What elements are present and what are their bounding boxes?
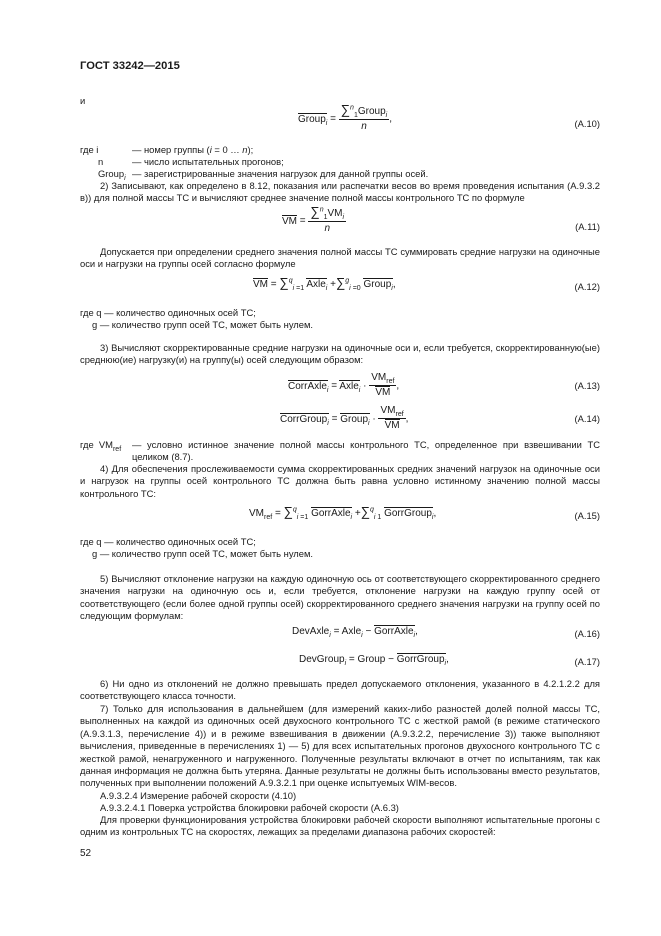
eq-label-a11: (А.11) bbox=[575, 221, 600, 232]
where1-group: Group$_i$ bbox=[98, 168, 126, 182]
eq-label-a16: (А.16) bbox=[574, 628, 600, 639]
page-number: 52 bbox=[80, 848, 92, 859]
where4-q: где q — количество одиночных осей ТС; bbox=[80, 536, 256, 547]
formula-a15: $VM_{ref} = \sum^q_{i =1}$ GorrAxle$_i$ +∑$^q_{i 1}$ GorrGroup$_i$, bbox=[249, 504, 437, 521]
text-and: и bbox=[80, 95, 86, 106]
eq-label-a13: (А.13) bbox=[574, 380, 600, 391]
where1-n: n bbox=[98, 156, 104, 167]
where4-g: g — количество групп осей ТС, может быть нулем. bbox=[92, 548, 314, 559]
paragraph-allow: Допускается при определении среднего значения полной массы ТС суммировать средние нагрузки на одиночные оси и нагрузки на группы осей согласно формуле bbox=[80, 246, 600, 270]
where1-i: где i bbox=[80, 144, 99, 155]
formula-a16: DevAxle$_i$ = Axle$_i$ − GorrAxle$_i$, bbox=[292, 626, 418, 639]
where2-g: g — количество групп осей ТС, может быть нулем. bbox=[92, 319, 314, 330]
heading-a9324: А.9.3.2.4 Измерение рабочей скорости (4.10) bbox=[100, 790, 297, 801]
paragraph-3: 3) Вычисляют скорректированные средние нагрузки на одиночные оси и, если требуется, скорректированную(ые) среднюю(ие) нагрузку(и) на группу(ы) осей следующим образом: bbox=[80, 342, 600, 366]
eq-label-a10: (А.10) bbox=[574, 118, 600, 129]
paragraph-last: Для проверки функционирования устройства блокировки рабочей скорости выполняют испытательные прогоны с одним из контрольных ТС на скоростях, лежащих за пределами диапазона рабочих скоростей: bbox=[80, 814, 600, 838]
formula-a10: Group$_i$ = $\frac{\sum^n_1Group_i}{n}$ , bbox=[298, 102, 392, 133]
paragraph-2: 2) Записывают, как определено в 8.12, показания или распечатки весов во время проведения испытания (А.9.3.2 в)) для полной массы ТС и вычисляют среднее значение полной массы контрольного ТС по формуле bbox=[80, 180, 600, 204]
eq-label-a15: (А.15) bbox=[574, 510, 600, 521]
eq-label-a14: (А.14) bbox=[574, 413, 600, 424]
formula-a14: CorrGroup$_i$ = Group$_i$ · $\frac{VM_{ref}}{VM}$ , bbox=[280, 405, 409, 432]
paragraph-4: 4) Для обеспечения прослеживаемости сумма скорректированных средних значений нагрузок на одиночные оси и нагрузок на группы осей контрольного ТС должна быть равна условно истинному значению полной массы контрольного ТС: bbox=[80, 463, 600, 499]
paragraph-5: 5) Вычисляют отклонение нагрузки на каждую одиночную ось от соответствующего скорректированного среднего значения нагрузки на одиночную ось и, если требуется, отклонение нагрузки на каждую группу осей от соответствующего (если более одной группы осей) скорректированного среднего значения нагрузки на группу осей по следующим формулам: bbox=[80, 573, 600, 622]
eq-label-a12: (А.12) bbox=[574, 281, 600, 292]
page-header: ГОСТ 33242—2015 bbox=[80, 60, 180, 72]
paragraph-7: 7) Только для использования в дальнейшем (для измерений каких-либо разностей долей полной массы ТС, выполненных на каждой из одиночных осей двухосного контрольного ТС с жесткой рамой (в режиме статического (А.9.3.1.3, перечисление 4)) и в режиме взвешивания в движении (А.9.3.2.2, перечисление 3)) также выполняют вычисления, приведенные в перечислениях 1) — 5) для всех испытательных прогонов двухосного контрольного ТС с жесткой рамой, ненагруженного и нагруженного. Полученные результаты включают в отчет по испытаниям, так как данная информация не должна быть утеряна. Данные результаты не должны быть использованы вместо результатов, полученных при выполнении положений А.9.3.2.1 при оценке испытуемых WIM-весов. bbox=[80, 703, 600, 789]
formula-a13: CorrAxle$_i$ = Axle$_i$ · $\frac{VM_{ref}}{VM}$ , bbox=[288, 372, 400, 399]
where3-vmref: где $VM_{ref}$ bbox=[80, 439, 122, 453]
paragraph-6: 6) Ни одно из отклонений не должно превышать предел допускаемого отклонения, указанного в 4.2.1.2.2 для соответствующего класса точности. bbox=[80, 678, 600, 702]
heading-a93241: А.9.3.2.4.1 Поверка устройства блокировки рабочей скорости (А.6.3) bbox=[100, 802, 399, 813]
formula-a12: VM = ∑$^q_{i =1}$ Axle$_i$ +∑$^g_{i =0}$ Group$_i$, bbox=[253, 275, 396, 292]
where2-q: где q — количество одиночных осей ТС; bbox=[80, 307, 256, 318]
document-page: ГОСТ 33242—2015 и Group$_i$ = $\frac{\sum^n_1Group_i}{n}$ , (А.10) где i — номер группы (i = 0 … n); n — число испытательных прогонов; Group$_i$ — зарегистрированные значения нагрузок для данной группы осей. 2) Записывают, как определено в 8.12, показания или распечатки весов во время проведения испытания (А.9.3.2 в)) для полной массы ТС и вычисляют среднее значение полной массы контрольного ТС по формуле VM = $\frac{\sum^n_1VM_i}{n}$ (А.11) Допускается при определении среднего значения полной массы ТС суммировать средние нагрузки на одиночные оси и нагрузки на группы осей согласно формуле VM = ∑$^q_{i =1}$ Axle$_i$ +∑$^g_{i =0}$ Group$_i$, (А.12) где q — количество одиночных осей ТС; g — количество групп осей ТС, может быть нулем. 3) Вычисляют скорректированные средние нагрузки на одиночные оси и, если требуется, скорректированную(ые) среднюю(ие) нагрузку(и) на группу(ы) осей следующим образом: CorrAxle$_i$ = Axle$_i$ · $\frac{VM_{ref}}{VM}$ , (А.13) CorrGroup$_i$ = Group$_i$ · $\frac{VM_{ref}}{VM}$ , (А.14) где $VM_{ref}$ — условно истинное значение полной массы контрольного ТС, определенное при взвешивании ТС целиком (8.7). 4) Для обеспечения прослеживаемости сумма скорректированных средних значений нагрузок на одиночные оси и нагрузок на группы осей контрольного ТС должна быть равна условно истинному значению полной массы контрольного ТС: $VM_{ref} = \sum^q_{i =1}$ GorrAxle$_i$ +∑$^q_{i 1}$ GorrGroup$_i$, (А.15) где q — количество одиночных осей ТС; g — количество групп осей ТС, может быть нулем. 5) Вычисляют отклонение нагрузки на каждую одиночную ось от соответствующего скорректированного среднего значения нагрузки на одиночную ось и, если требуется, отклонение нагрузки на каждую группу осей от соответствующего (если более одной группы осей) скорректированного среднего значения нагрузки на группу осей по следующим формулам: DevAxle$_i$ = Axle$_i$ − GorrAxle$_i$, (А.16) DevGroup$_i$ = Group − GorrGroup$_i$, (А.17) 6) Ни одно из отклонений не должно превышать предел допускаемого отклонения, указанного в 4.2.1.2.2 для соответствующего класса точности. 7) Только для использования в дальнейшем (для измерений каких-либо разностей долей полной массы ТС, выполненных на каждой из одиночных осей двухосного контрольного ТС с жесткой рамой (в режиме статического (А.9.3.1.3, перечисление 4)) и в режиме взвешивания в движении (А.9.3.2.2, перечисление 3)) также выполняют вычисления, приведенные в перечислениях 1) — 5) для всех испытательных прогонов двухосного контрольного ТС с жесткой рамой, ненагруженного и нагруженного. Полученные результаты включают в отчет по испытаниям, так как данная информация не должна быть утеряна. Данные результаты не должны быть использованы вместо результатов, полученных при выполнении положений А.9.3.2.1 при оценке испытуемых WIM-весов. А.9.3.2.4 Измерение рабочей скорости (4.10) А.9.3.2.4.1 Поверка устройства блокировки рабочей скорости (А.6.3) Для проверки функционирования устройства блокировки рабочей скорости выполняют испытательные прогоны с одним из контрольных ТС на скоростях, лежащих за пределами диапазона рабочих скоростей: 52 bbox=[80, 60, 600, 859]
eq-label-a17: (А.17) bbox=[574, 656, 600, 667]
formula-a11: VM = $\frac{\sum^n_1VM_i}{n}$ bbox=[282, 204, 345, 235]
formula-a17: DevGroup$_i$ = Group − GorrGroup$_i$, bbox=[299, 654, 449, 667]
sym-group-bar: Group$_i$ bbox=[298, 113, 328, 127]
